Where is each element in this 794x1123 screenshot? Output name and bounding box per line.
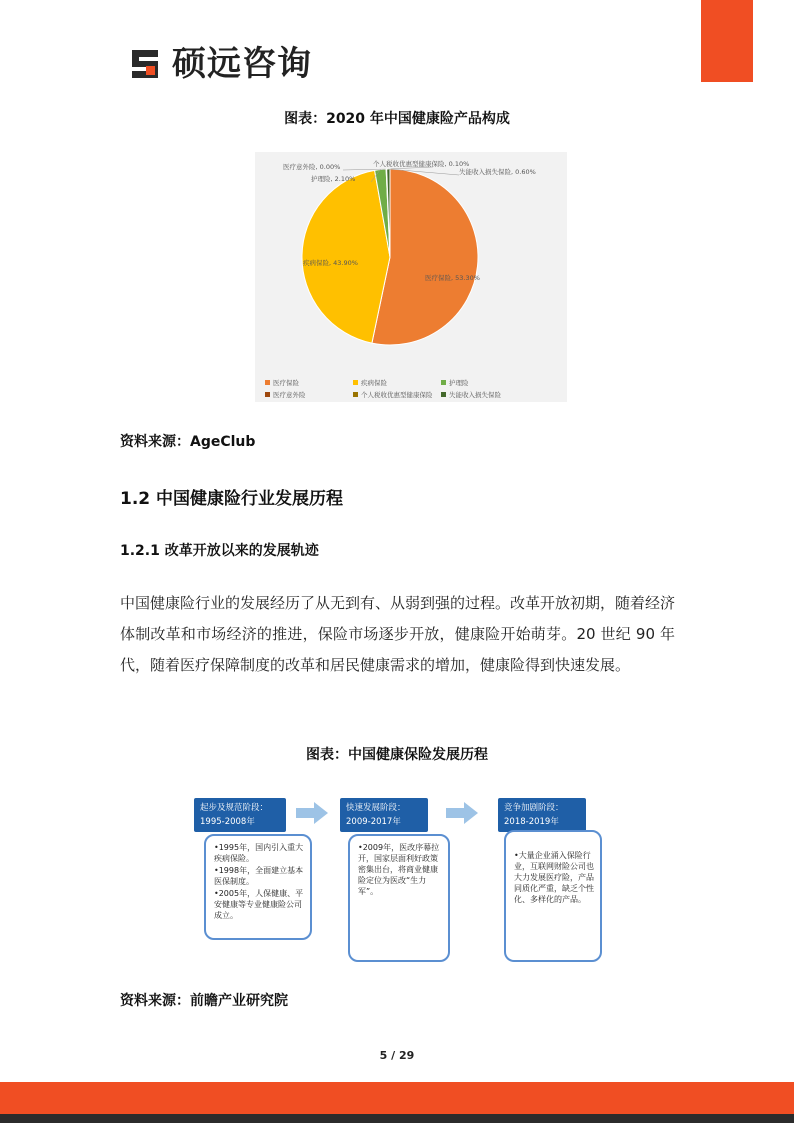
figure2-caption: 图表：中国健康保险发展历程 (306, 747, 488, 763)
slice-data-label: 医疗意外险, 0.00% (283, 163, 341, 171)
legend-label: 医疗意外险 (273, 391, 306, 399)
slice-data-label: 疾病保险, 43.90% (303, 259, 358, 267)
figure2-source: 资料来源：前瞻产业研究院 (120, 993, 288, 1009)
section-heading: 1.2 中国健康险行业发展历程 (120, 489, 344, 509)
stage-detail-1 (204, 834, 312, 940)
body-paragraph: 中国健康险行业的发展经历了从无到有、从弱到强的过程。改革开放初期，随着经济体制改革和市场经济的推进，保险市场逐步开放，健康险开始萌芽。20 世纪 90 年代，随着医疗保障制度的改革和居民健康需求的增加，健康险得到快速发展。 (120, 594, 676, 674)
page-number: 5 / 29 (379, 1049, 415, 1062)
legend-swatch (441, 380, 446, 385)
pie-slice (302, 170, 390, 343)
legend-swatch (265, 392, 270, 397)
figure1-source: 资料来源：AgeClub (120, 434, 256, 450)
slice-data-label: 失能收入损失保险, 0.60% (459, 168, 536, 176)
footer-bar (0, 1082, 794, 1114)
stage-period: 1995-2008年 (200, 817, 255, 827)
arrow-right-icon (446, 802, 478, 824)
stage-detail-2 (348, 834, 450, 962)
stage-item: •大量企业涌入保险行业，互联网财险公司也大力发展医疗险，产品同质化严重，缺乏个性化、多样化的产品。 (514, 851, 594, 904)
company-logo (128, 44, 312, 84)
stage-header-2 (340, 798, 428, 832)
logo-text: 硕远咨询 (172, 44, 312, 84)
legend-label: 护理险 (449, 379, 469, 387)
legend-label: 疾病保险 (361, 379, 387, 387)
pie-chart (255, 152, 567, 402)
arrow-right-icon (296, 802, 328, 824)
legend-label: 失能收入损失保险 (449, 391, 501, 399)
legend-swatch (353, 380, 358, 385)
legend-swatch (353, 392, 358, 397)
stage-title: 起步及规范阶段： (200, 803, 269, 813)
pie-chart-svg (255, 152, 567, 402)
slice-data-label: 个人税收优惠型健康保险, 0.10% (373, 160, 470, 168)
stage-header-1 (194, 798, 286, 832)
stage-detail-3 (504, 830, 602, 962)
stage-title: 竞争加剧阶段： (504, 803, 564, 813)
slice-data-label: 护理险, 2.10% (311, 175, 356, 183)
stage-item: •1995年，国内引入重大疾病保险。 (214, 843, 304, 863)
top-accent-bar (701, 0, 753, 82)
figure1-caption: 图表：2020 年中国健康险产品构成 (284, 111, 510, 127)
legend-swatch (265, 380, 270, 385)
stage-period: 2009-2017年 (346, 817, 401, 827)
legend-label: 医疗保险 (273, 379, 299, 387)
footer-bottom-strip (0, 1114, 794, 1123)
stage-title: 快速发展阶段： (346, 803, 406, 813)
legend-swatch (441, 392, 446, 397)
development-timeline (188, 788, 608, 974)
stage-header-3 (498, 798, 586, 832)
stage-item: •2005年，人保健康、平安健康等专业健康险公司成立。 (214, 889, 304, 920)
logo-mark-icon (128, 46, 164, 82)
subsection-heading: 1.2.1 改革开放以来的发展轨迹 (120, 543, 319, 559)
stage-period: 2018-2019年 (504, 817, 559, 827)
stage-item: •2009年，医改序幕拉开，国家层面利好政策密集出台，将商业健康险定位为医改“生力军”。 (358, 843, 440, 896)
stage-item: •1998年，全面建立基本医保制度。 (214, 866, 304, 886)
legend-label: 个人税收优惠型健康保险 (361, 391, 433, 399)
slice-data-label: 医疗保险, 53.30% (425, 274, 480, 282)
